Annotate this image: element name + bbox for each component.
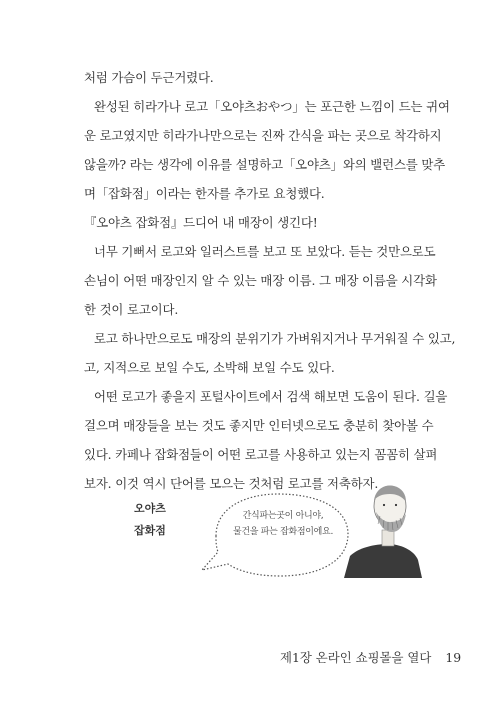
body-line: 보자. 이것 역시 단어를 모으는 것처럼 로고를 저축하자.	[84, 476, 379, 491]
body-line: 있다. 카페나 잡화점들이 어떤 로고를 사용하고 있는지 꼼꼼히 살펴	[84, 447, 438, 462]
page-number: 19	[445, 650, 462, 665]
body-line: 처럼 가슴이 두근거렸다.	[84, 70, 214, 85]
bubble-line-2: 물건을 파는 잡화점이에요.	[232, 527, 334, 537]
bubble-line-1: 간식파는곳이 아니야,	[242, 511, 324, 521]
logo-illustration	[120, 478, 420, 598]
brand-line-1: 오야츠	[134, 502, 166, 515]
body-line: 운 로고였지만 히라가나만으로는 진짜 간식을 파는 곳으로 착각하지	[84, 128, 442, 143]
body-text	[84, 63, 456, 498]
body-line: 너무 기뻐서 로고와 일러스트를 보고 또 보았다. 듣는 것만으로도	[94, 244, 436, 259]
bearded-man-illustration	[338, 478, 422, 578]
speech-bubble-text	[216, 508, 350, 540]
body-line: 손님이 어떤 매장인지 알 수 있는 매장 이름. 그 매장 이름을 시각화	[84, 273, 437, 288]
body-line: 고, 지적으로 보일 수도, 소박해 보일 수도 있다.	[84, 360, 335, 375]
body-line: 『오야츠 잡화점』드디어 내 매장이 생긴다!	[84, 215, 318, 230]
page-footer	[280, 648, 462, 666]
body-line: 않을까? 라는 생각에 이유를 설명하고「오야츠」와의 밸런스를 맞추	[84, 157, 446, 172]
brand-line-2: 잡화점	[134, 524, 166, 537]
body-line: 완성된 히라가나 로고「오야츠おやつ」는 포근한 느낌이 드는 귀여	[94, 99, 450, 114]
handwritten-brand-logo	[120, 498, 180, 542]
body-line: 걸으며 매장들을 보는 것도 좋지만 인터넷으로도 충분히 찾아볼 수	[84, 418, 434, 433]
body-line: 어떤 로고가 좋을지 포털사이트에서 검색 해보면 도움이 된다. 길을	[94, 389, 448, 404]
body-line: 로고 하나만으로도 매장의 분위기가 가벼워지거나 무거워질 수 있고,	[94, 331, 456, 346]
body-line: 며「잡화점」이라는 한자를 추가로 요청했다.	[84, 186, 325, 201]
chapter-title: 제1장 온라인 쇼핑몰을 열다	[280, 650, 432, 665]
body-line: 한 것이 로고이다.	[84, 302, 179, 317]
